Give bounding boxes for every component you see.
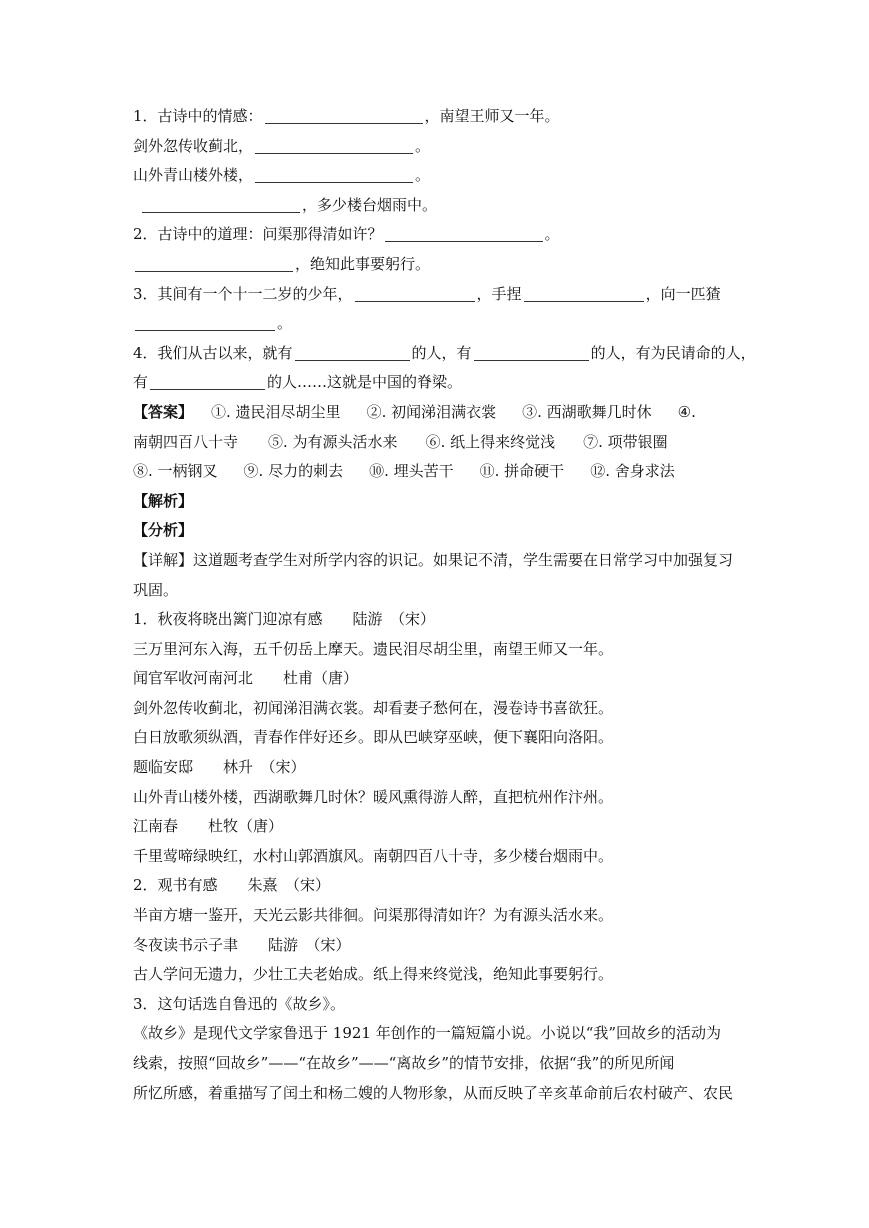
question-1-line-4: ，多少楼台烟雨中。	[133, 191, 743, 221]
poem-line: 三万里河东入海，五千仞岳上摩天。遗民泪尽胡尘里，南望王师又一年。	[133, 639, 614, 658]
poem-line: 剑外忽传收蓟北，初闻涕泪满衣裳。却看妻子愁何在，漫卷诗书喜欲狂。	[133, 698, 614, 717]
answer-item: ③. 西湖歌舞几时休	[522, 402, 652, 421]
jiexi-label: 【解析】	[133, 491, 194, 510]
answer-blank	[142, 194, 300, 213]
answer-item: ⑨. 尽力的刺去	[243, 462, 344, 481]
poem-line: 冬夜读书示子聿 陆游 （宋）	[133, 935, 351, 954]
answer-item: 南朝四百八十寺	[133, 432, 239, 451]
answer-blank	[255, 135, 413, 154]
answer-line-1	[133, 398, 743, 428]
answer-blank	[295, 342, 410, 361]
answer-item: ②. 初闻涕泪满衣裳	[366, 402, 497, 421]
fenxi-label: 【分析】	[133, 521, 194, 540]
answer-item: ⑧. 一柄钢叉	[133, 462, 218, 481]
detail-line-2: 巩固。	[133, 580, 179, 599]
poem-line: 1．秋夜将晓出篱门迎凉有感 陆游 （宋）	[133, 610, 436, 629]
paragraph-line: 所忆所感，着重描写了闰土和杨二嫂的人物形象，从而反映了辛亥革命前后农村破产、农民	[133, 1083, 734, 1102]
poem-line: 3．这句话选自鲁迅的《故乡》。	[133, 994, 346, 1013]
poem-line: 白日放歌须纵酒，青春作伴好还乡。即从巴峡穿巫峡，便下襄阳向洛阳。	[133, 728, 614, 747]
answer-item: ⑦. 项带银圈	[583, 432, 668, 451]
question-4-line-1: 4．我们从古以来，就有 的人，有 的人，有为民请命的人，	[133, 343, 756, 362]
poem-line: 古人学问无遗力，少壮工夫老始成。纸上得来终觉浅，绝知此事要躬行。	[133, 965, 614, 984]
answer-blank	[385, 223, 543, 242]
answer-blank	[135, 253, 293, 272]
answer-blank	[524, 283, 644, 302]
document-content	[133, 102, 756, 1108]
answer-item: ⑤. 为有源头活水来	[268, 432, 398, 451]
question-1-line-2: 剑外忽传收蓟北， 。	[133, 136, 431, 155]
question-3-line-1: 3．其间有一个十一二岁的少年， ，手捏 ，向一匹猹	[133, 284, 721, 303]
answer-item: ⑩. 埋头苦干	[369, 462, 454, 481]
question-1-intro: 1．古诗中的情感：	[133, 107, 263, 125]
poem-line: 千里莺啼绿映红，水村山郭酒旗风。南朝四百八十寺，多少楼台烟雨中。	[133, 846, 614, 865]
answer-item: ①. 遗民泪尽胡尘里	[211, 402, 341, 421]
paragraph-line: 《故乡》是现代文学家鲁迅于 1921 年创作的一篇短篇小说。小说以“我”回故乡的活动为	[133, 1024, 722, 1043]
poem-line: 题临安邸 林升 （宋）	[133, 758, 306, 777]
question-2-line-1: 2．古诗中的道理：问渠那得清如许？ 。	[133, 225, 560, 244]
answer-blank	[150, 371, 265, 390]
answer-label: 【答案】	[133, 402, 194, 421]
answer-blank	[265, 105, 423, 124]
answer-item: ⑫. 舍身求法	[590, 462, 675, 481]
question-4-line-2: 有 的人……这就是中国的脊梁。	[133, 373, 463, 392]
question-1-line-1: 1．古诗中的情感： ，南望王师又一年。	[133, 107, 560, 125]
poem-line: 江南春 杜牧（唐）	[133, 817, 284, 836]
answer-line-2	[133, 428, 743, 458]
answer-blank	[135, 312, 275, 331]
answer-item: ⑥. 纸上得来终觉浅	[425, 432, 556, 451]
answer-blank	[255, 164, 413, 183]
question-2-intro: 2．古诗中的道理：问渠那得清如许？	[133, 225, 383, 244]
question-2-line-2: ，绝知此事要躬行。	[133, 250, 743, 280]
detail-line-1: 【详解】这道题考查学生对所学内容的识记。如果记不清，学生需要在日常学习中加强复习	[133, 550, 734, 569]
poem-line: 2．观书有感 朱熹 （宋）	[133, 876, 331, 895]
answer-item: ⑪. 拼命硬干	[479, 462, 565, 481]
paragraph-line: 线索，按照“回故乡”——“在故乡”——“离故乡”的情节安排，依据“我”的所见所闻	[133, 1054, 675, 1072]
answer-blank	[355, 283, 475, 302]
question-1-line-3: 山外青山楼外楼， 。	[133, 166, 431, 185]
answer-blank	[474, 342, 589, 361]
poem-line: 闻官军收河南河北 杜甫（唐）	[133, 669, 359, 688]
answer-line-3	[133, 457, 743, 487]
question-3-line-2: 。	[133, 309, 743, 339]
answer-item: ④.	[677, 402, 696, 421]
poem-line: 山外青山楼外楼，西湖歌舞几时休？暖风熏得游人醉，直把杭州作汴州。	[133, 787, 614, 806]
poem-line: 半亩方塘一鉴开，天光云影共徘徊。问渠那得清如许？为有源头活水来。	[133, 906, 614, 925]
